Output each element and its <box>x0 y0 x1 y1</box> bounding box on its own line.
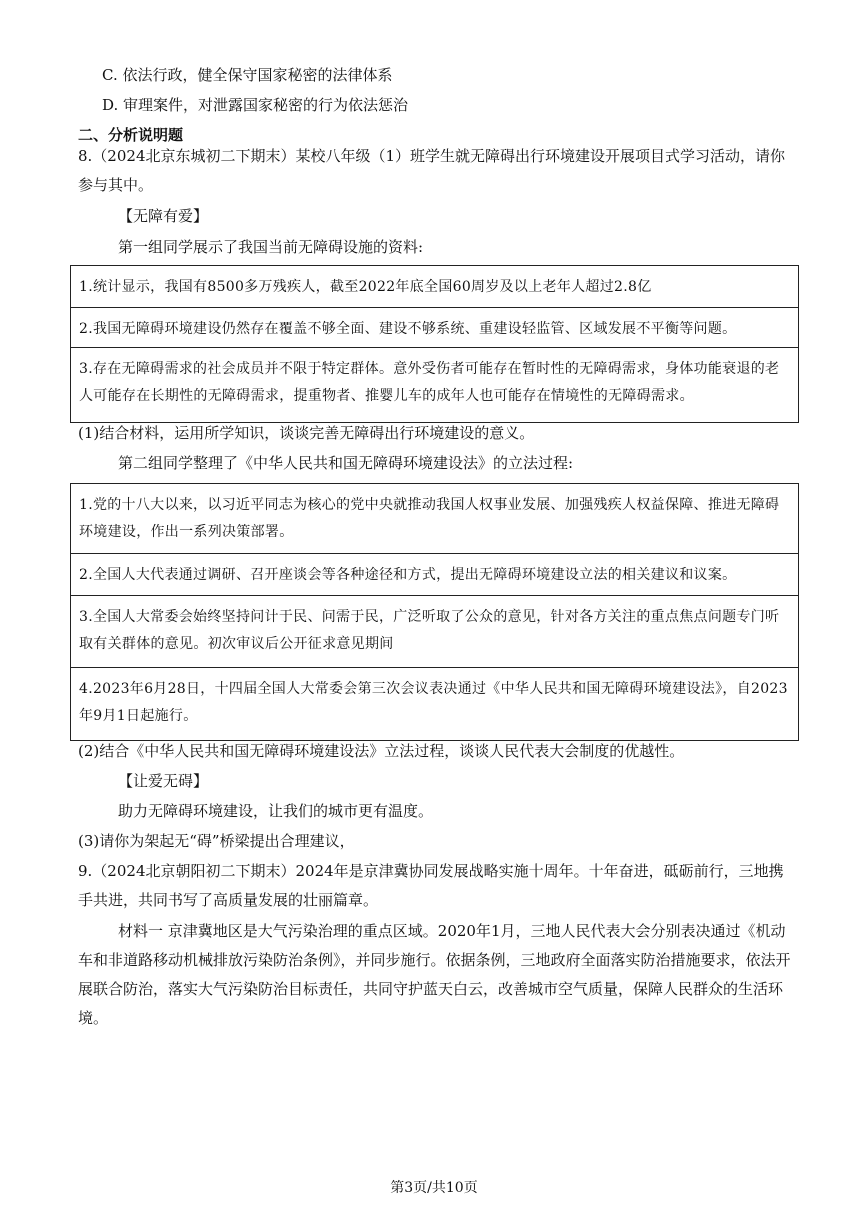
section-heading: 二、分析说明题 <box>78 126 184 144</box>
section-tag-2: 【让爱无碍】 <box>118 772 209 790</box>
table-row: 3.存在无障碍需求的社会成员并不限于特定群体。意外受伤者可能存在暂时性的无障碍需求，身体功能衰退的老人可能存在长期性的无障碍需求，提重物者、推婴儿车的成年人也可能存在情境性的无障碍需求。 <box>79 361 780 404</box>
table-row: 1.党的十八大以来，以习近平同志为核心的党中央就推动我国人权事业发展、加强残疾人权益保障、推进无障碍环境建设，作出一系列决策部署。 <box>71 484 798 554</box>
section-tag-2-text: 助力无障碍环境建设，让我们的城市更有温度。 <box>118 802 434 820</box>
question-8-part-3: (3)请你为架起无“碍”桥梁提出合理建议， <box>78 832 355 850</box>
materials-table-1 <box>70 265 799 423</box>
question-8-part-1: (1)结合材料，运用所学知识，谈谈完善无障碍出行环境建设的意义。 <box>78 424 535 442</box>
question-8-line-1: 8.（2024北京东城初二下期末）某校八年级（1）班学生就无障碍出行环境建设开展项目式学习活动，请你 <box>78 147 786 165</box>
question-9-line-1: 9.（2024北京朝阳初二下期末）2024年是京津冀协同发展战略实施十周年。十年奋进，砥砺前行，三地携 <box>78 862 784 880</box>
table-row: 2.我国无障碍环境建设仍然存在覆盖不够全面、建设不够系统、重建设轻监管、区域发展不平衡等问题。 <box>71 308 798 348</box>
table-row: 1.统计显示，我国有8500多万残疾人，截至2022年底全国60周岁及以上老年人超过2.8亿 <box>71 266 798 308</box>
section-tag-1: 【无障有爱】 <box>118 207 209 225</box>
option-d: D. 审理案件，对泄露国家秘密的行为依法惩治 <box>102 96 409 114</box>
table-row: 2.全国人大代表通过调研、召开座谈会等各种途径和方式，提出无障碍环境建设立法的相关建议和议案。 <box>71 554 798 596</box>
page-footer: 第3页/共10页 <box>390 1180 478 1196</box>
question-8-line-2: 参与其中。 <box>78 176 154 194</box>
question-9-material-1: 材料一 京津冀地区是大气污染治理的重点区域。2020年1月，三地人民代表大会分别表决通过《机动车和非道路移动机械排放污染防治条例》，并同步施行。依据条例，三地政府全面落实防治措施要求，依法开展联合防治，落实大气污染防治目标责任，共同守护蓝天白云，改善城市空气质量，保障人民群众的生活环境。 <box>78 922 791 1027</box>
table-row: 3.全国人大常委会始终坚持问计于民、问需于民，广泛听取了公众的意见，针对各方关注的重点焦点问题专门听取有关群体的意见。初次审议后公开征求意见期间 <box>71 596 798 668</box>
table-row: 4.2023年6月28日，十四届全国人大常委会第三次会议表决通过《中华人民共和国无障碍环境建设法》，自2023年9月1日起施行。 <box>79 681 788 724</box>
question-8-part-2: (2)结合《中华人民共和国无障碍环境建设法》立法过程，谈谈人民代表大会制度的优越性。 <box>78 742 685 760</box>
group-2-intro: 第二组同学整理了《中华人民共和国无障碍环境建设法》的立法过程: <box>118 454 574 472</box>
group-1-intro: 第一组同学展示了我国当前无障碍设施的资料: <box>118 238 424 256</box>
materials-table-2 <box>70 483 799 741</box>
question-9-line-2: 手共进，共同书写了高质量发展的壮丽篇章。 <box>78 891 379 909</box>
option-c: C. 依法行政，健全保守国家秘密的法律体系 <box>102 66 393 84</box>
